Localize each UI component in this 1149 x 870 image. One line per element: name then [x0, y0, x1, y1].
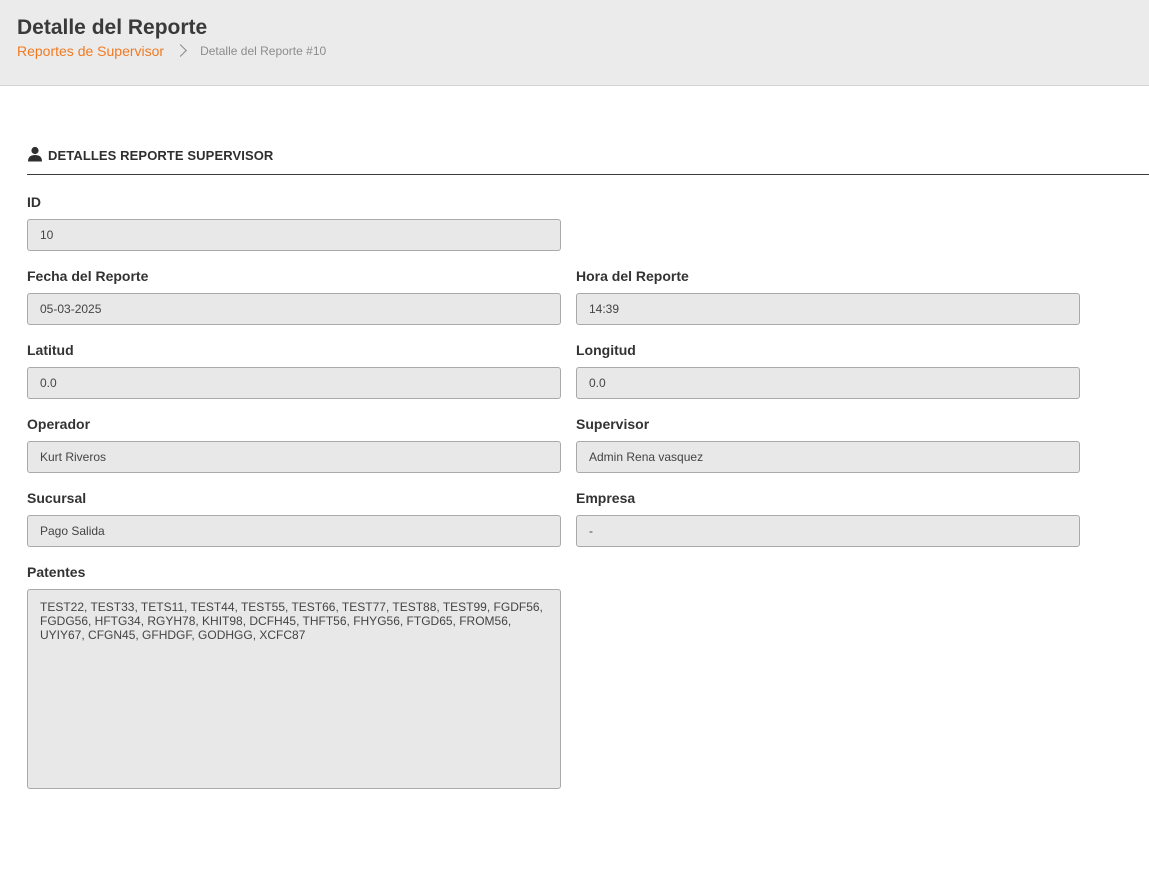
field-hora — [576, 267, 1080, 325]
field-patentes — [27, 563, 561, 789]
id-label: ID — [27, 194, 41, 210]
field-latitud — [27, 341, 561, 399]
empresa-input[interactable]: - — [576, 515, 1080, 547]
breadcrumb-link-reportes[interactable]: Reportes de Supervisor — [17, 43, 165, 59]
section-title: DETALLES REPORTE SUPERVISOR — [48, 148, 274, 163]
patentes-textarea[interactable]: TEST22, TEST33, TETS11, TEST44, TEST55, TEST66, TEST77, TEST88, TEST99, FGDF56, FGDG56, HFTG34, RGYH78, KHIT98, DCFH45, THFT56, FHYG56, FTGD65, FROM56, UYIY67, CFGN45, GFHDGF, GODHGG, XCFC87 — [27, 589, 561, 789]
longitud-input[interactable]: 0.0 — [576, 367, 1080, 399]
page-title: Detalle del Reporte — [17, 16, 208, 39]
field-operador — [27, 415, 561, 473]
supervisor-label: Supervisor — [576, 416, 650, 432]
longitud-label: Longitud — [576, 342, 636, 358]
empresa-label: Empresa — [576, 490, 636, 506]
field-id — [27, 193, 561, 251]
field-sucursal — [27, 489, 561, 547]
sucursal-input[interactable]: Pago Salida — [27, 515, 561, 547]
field-empresa — [576, 489, 1080, 547]
latitud-label: Latitud — [27, 342, 74, 358]
user-icon — [27, 146, 43, 162]
page-header — [0, 0, 1149, 86]
latitud-input[interactable]: 0.0 — [27, 367, 561, 399]
breadcrumb — [17, 42, 326, 60]
operador-input[interactable]: Kurt Riveros — [27, 441, 561, 473]
hora-input[interactable]: 14:39 — [576, 293, 1080, 325]
supervisor-input[interactable]: Admin Rena vasquez — [576, 441, 1080, 473]
patentes-label: Patentes — [27, 564, 86, 580]
chevron-right-icon — [164, 42, 194, 60]
breadcrumb-current: Detalle del Reporte #10 — [200, 44, 327, 58]
field-supervisor — [576, 415, 1080, 473]
section-header — [27, 144, 1149, 175]
sucursal-label: Sucursal — [27, 490, 87, 506]
operador-label: Operador — [27, 416, 91, 432]
id-input[interactable]: 10 — [27, 219, 561, 251]
fecha-label: Fecha del Reporte — [27, 268, 149, 284]
field-longitud — [576, 341, 1080, 399]
fecha-input[interactable]: 05-03-2025 — [27, 293, 561, 325]
hora-label: Hora del Reporte — [576, 268, 689, 284]
field-fecha — [27, 267, 561, 325]
